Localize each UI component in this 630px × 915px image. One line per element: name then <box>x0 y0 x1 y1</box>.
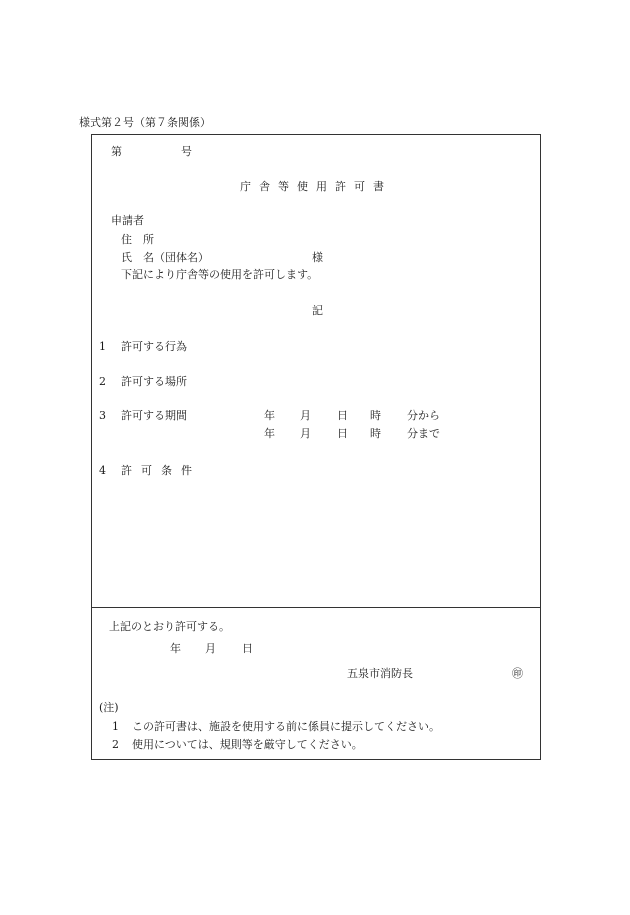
permission-statement: 下記により庁舎等の使用を許可します。 <box>121 268 319 281</box>
number-prefix: 第 <box>111 145 122 158</box>
period-to-month: 月 <box>300 427 311 440</box>
issuer-title: 五泉市消防長 <box>347 667 413 680</box>
period-from-minute: 分から <box>407 409 440 422</box>
notes-heading: (注) <box>99 701 119 714</box>
period-to-minute: 分まで <box>407 427 440 440</box>
name-label: 氏 名（団体名） <box>121 251 209 264</box>
document-title: 庁舎等使用許可書 <box>240 180 392 193</box>
item-label-place: 許可する場所 <box>121 375 187 388</box>
ki-heading: 記 <box>312 304 323 317</box>
item-label-conditions: 許可条件 <box>121 464 201 477</box>
approval-day: 日 <box>242 642 253 655</box>
seal-mark: ㊞ <box>512 667 523 680</box>
note-number: 2 <box>112 738 119 751</box>
period-to-year: 年 <box>264 427 275 440</box>
period-to-day: 日 <box>337 427 348 440</box>
item-number: 4 <box>99 464 106 477</box>
note-text: この許可書は、施設を使用する前に係員に提示してください。 <box>132 720 440 733</box>
period-from-day: 日 <box>337 409 348 422</box>
period-from-year: 年 <box>264 409 275 422</box>
item-number: 2 <box>99 375 106 388</box>
form-label: 様式第２号（第７条関係） <box>79 116 211 129</box>
approval-text: 上記のとおり許可する。 <box>109 620 230 633</box>
period-to-hour: 時 <box>370 427 381 440</box>
address-label: 住 所 <box>121 233 154 246</box>
section-divider <box>92 607 540 608</box>
note-number: 1 <box>112 720 119 733</box>
item-label-period: 許可する期間 <box>121 409 187 422</box>
item-label-act: 許可する行為 <box>121 340 187 353</box>
item-number: 1 <box>99 340 106 353</box>
number-suffix: 号 <box>181 145 192 158</box>
permit-form <box>91 134 541 760</box>
approval-month: 月 <box>205 642 216 655</box>
note-text: 使用については、規則等を厳守してください。 <box>132 738 363 751</box>
item-number: 3 <box>99 409 106 422</box>
period-from-month: 月 <box>300 409 311 422</box>
approval-year: 年 <box>170 642 181 655</box>
honorific: 様 <box>312 251 323 264</box>
period-from-hour: 時 <box>370 409 381 422</box>
applicant-heading: 申請者 <box>111 214 144 227</box>
